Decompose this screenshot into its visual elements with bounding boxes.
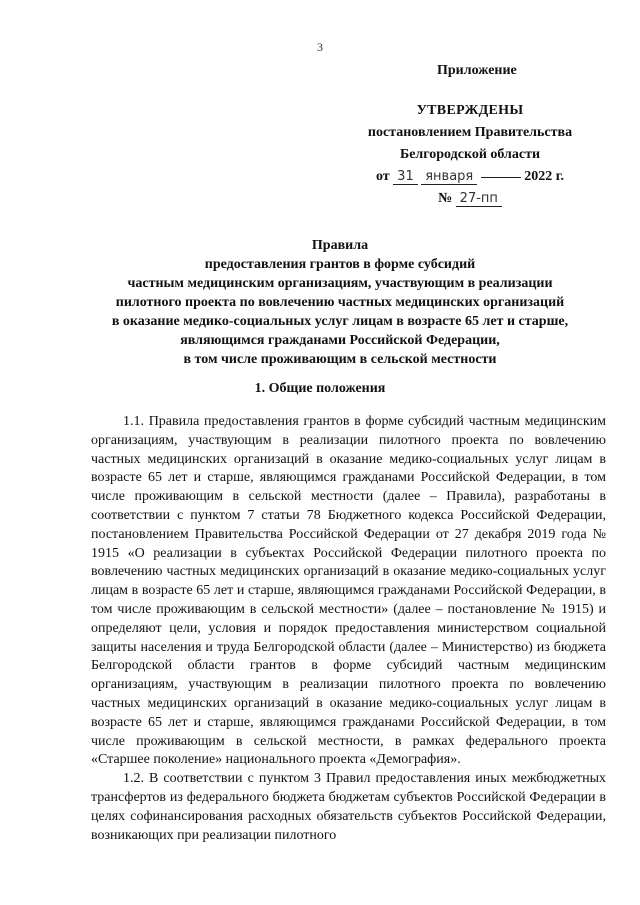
title-line: в оказание медико-социальных услуг лицам в возрасте 65 лет и старше, xyxy=(111,314,569,329)
date-prefix: от xyxy=(375,169,390,184)
approval-heading: УТВЕРЖДЕНЫ xyxy=(416,103,524,118)
section-heading: 1. Общие положения xyxy=(254,381,386,396)
date-month: января xyxy=(421,169,477,185)
page-number: 3 xyxy=(317,40,323,54)
approval-number xyxy=(340,188,600,210)
paragraph-1-2-clip xyxy=(91,770,606,864)
title-line: являющимся гражданами Российской Федерации, xyxy=(180,333,500,348)
approval-line-1: постановлением Правительства xyxy=(367,125,573,140)
paragraph-1-1: 1.1. Правила предоставления грантов в форме субсидий частным медицинским организациям, участвующим в реализации пилотного проекта по вовлечению частных медицинских организаций в оказание медико-социальных услуг лицам в возрасте 65 лет и старше, являющимся гражданами Российской Федерации, в том числе проживающим в сельской местности (далее – Правила), разработаны в соответствии с пунктом 7 статьи 78 Бюджетного кодекса Российской Федерации, постановлением Правительства Российской Федерации от 27 декабря 2019 года № 1915 «О реализации в субъектах Российской Федерации пилотного проекта по вовлечению частных медицинских организаций в оказание медико-социальных услуг лицам в возрасте 65 лет и старше, являющимся гражданами Российской Федерации, в том числе проживающим в сельской местности» (далее – постановление № 1915) и определяют цели, условия и порядок предоставления министерством социальной защиты населения и труда Белгородской области (далее – Министерство) из бюджета Белгородской области грантов в форме субсидий частным медицинским организациям, участвующим в реализации пилотного проекта по вовлечению частных медицинских организаций в оказание медико-социальных услуг лицам в возрасте 65 лет и старше, являющимся гражданами Российской Федерации, в том числе проживающим в сельской местности, в рамках федерального проекта «Старшее поколение» национального проекта «Демография». xyxy=(91,414,606,768)
date-blank-line xyxy=(481,177,521,178)
body-text xyxy=(91,413,606,864)
title-line: пилотного проекта по вовлечению частных медицинских организаций xyxy=(115,295,565,310)
title-line: предоставления грантов в форме субсидий xyxy=(204,257,476,272)
date-year: 2022 г. xyxy=(524,169,565,184)
rules-title xyxy=(80,236,600,369)
approval-block xyxy=(340,100,600,210)
appendix-label: Приложение xyxy=(437,63,517,78)
date-day: 31 xyxy=(393,169,418,185)
number-value: 27-пп xyxy=(456,191,502,207)
title-line: Правила xyxy=(311,238,369,253)
number-prefix: № xyxy=(438,191,453,206)
title-line: частным медицинским организациям, участвующим в реализации xyxy=(127,276,553,291)
paragraph-1-2: 1.2. В соответствии с пунктом 3 Правил предоставления иных межбюджетных трансфертов из федерального бюджета бюджетам субъектов Российской Федерации в целях софинансирования расходных обязательств субъектов Российской Федерации, возникающих при реализации пилотного xyxy=(91,771,606,843)
approval-line-2: Белгородской области xyxy=(399,147,541,162)
title-line: в том числе проживающим в сельской местности xyxy=(183,352,497,367)
approval-date xyxy=(340,166,600,188)
